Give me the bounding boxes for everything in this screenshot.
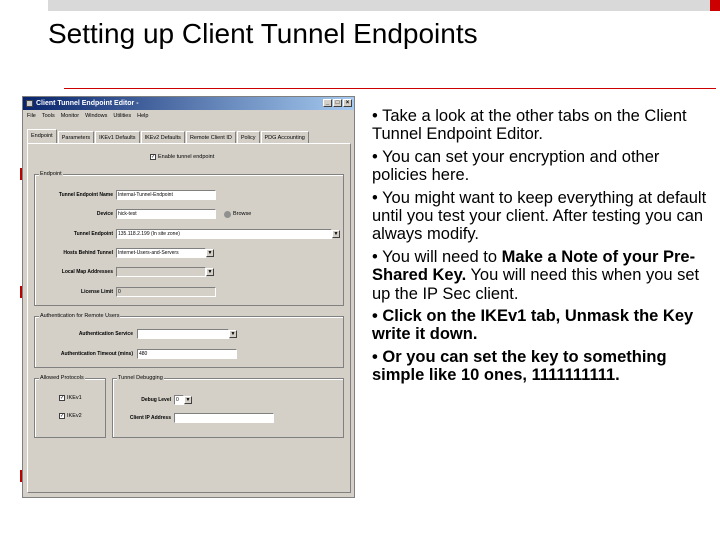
tunnel-endpoint-label: Tunnel Endpoint	[73, 231, 113, 237]
minimize-button[interactable]: _	[323, 99, 332, 107]
chevron-down-icon[interactable]: ▼	[207, 269, 213, 275]
client-ip-address-row	[113, 413, 274, 423]
tunnel-endpoint-select[interactable]: 135.118.2.199 (In site zone)	[116, 229, 332, 239]
chevron-down-icon[interactable]: ▼	[185, 397, 191, 403]
device-input[interactable]: hick-test	[116, 209, 216, 219]
authentication-service-select[interactable]	[137, 329, 229, 339]
license-limit-label: License Limit	[81, 289, 113, 295]
endpoint-tab-panel	[27, 143, 351, 493]
menu-help[interactable]: Help	[137, 112, 149, 119]
ikev1-label: IKEv1	[67, 395, 82, 401]
checkmark-icon: ✓	[60, 395, 65, 401]
menu-file[interactable]: File	[27, 112, 36, 119]
chevron-down-icon[interactable]: ▼	[230, 331, 236, 337]
client-ip-address-label: Client IP Address	[129, 415, 171, 421]
endpoint-group-label: Endpoint	[40, 171, 62, 177]
authentication-group-label: Authentication for Remote Users	[40, 313, 120, 319]
menu-windows[interactable]: Windows	[85, 112, 108, 119]
bullet-text: • You can set your encryption and other policies here.	[372, 147, 660, 185]
client-tunnel-endpoint-editor-window	[22, 96, 355, 498]
app-icon	[26, 100, 33, 107]
authentication-service-label: Authentication Service	[78, 331, 133, 337]
device-row	[35, 209, 251, 219]
debug-level-label: Debug Level	[141, 397, 171, 403]
bullet-item	[372, 348, 712, 385]
hosts-behind-tunnel-label: Hosts Behind Tunnel	[63, 250, 113, 256]
bullet-item	[372, 107, 712, 144]
top-accent-bar	[48, 0, 720, 11]
window-titlebar	[23, 97, 354, 110]
bullet-item	[372, 189, 712, 244]
debug-level-row	[113, 395, 192, 405]
tab-strip	[27, 131, 310, 143]
menu-bar	[23, 110, 354, 121]
slide-title: Setting up Client Tunnel Endpoints	[48, 18, 478, 49]
allowed-protocols-group	[34, 375, 106, 438]
bullet-text: You will need this when you set up the IP Sec client.	[372, 266, 700, 303]
device-label: Device	[96, 211, 113, 217]
tunnel-endpoint-name-label: Tunnel Endpoint Name	[58, 192, 113, 198]
browse-icon	[224, 211, 231, 218]
tab-ikev2-defaults[interactable]: IKEv2 Defaults	[141, 131, 185, 143]
hosts-behind-tunnel-select[interactable]: Internet-Users-and-Servers	[116, 248, 206, 258]
bullet-list	[372, 107, 712, 389]
local-map-addresses-row	[35, 267, 214, 277]
authentication-service-row	[35, 329, 237, 339]
local-map-addresses-label: Local Map Addresses	[61, 269, 113, 275]
checkmark-icon: ✓	[151, 154, 156, 160]
title-divider	[64, 88, 716, 89]
ikev1-checkbox[interactable]	[59, 395, 82, 401]
tunnel-debugging-label: Tunnel Debugging	[118, 375, 163, 381]
bullet-item	[372, 148, 712, 185]
tab-remote-client-id[interactable]: Remote Client ID	[186, 131, 236, 143]
enable-endpoint-checkbox[interactable]	[150, 154, 214, 160]
bullet-item	[372, 248, 712, 303]
authentication-group	[34, 313, 344, 368]
bullet-text: • You might want to keep everything at default until you test your client. After testing you can always modify.	[372, 188, 707, 244]
tab-ikev1-defaults[interactable]: IKEv1 Defaults	[95, 131, 139, 143]
license-limit-row	[35, 287, 216, 297]
close-button[interactable]: ×	[343, 99, 352, 107]
tab-pdg-accounting[interactable]: PDG Accounting	[261, 131, 309, 143]
menu-tools[interactable]: Tools	[41, 112, 55, 119]
tab-policy[interactable]: Policy	[237, 131, 260, 143]
authentication-timeout-input[interactable]: 480	[137, 349, 237, 359]
authentication-timeout-row	[35, 349, 237, 359]
bullet-text: • You will need to	[372, 247, 502, 266]
debug-level-select[interactable]: 0	[174, 395, 184, 405]
tunnel-endpoint-row	[35, 229, 340, 239]
local-map-addresses-select[interactable]	[116, 267, 206, 277]
bullet-text: • Take a look at the other tabs on the Client Tunnel Endpoint Editor.	[372, 107, 687, 144]
window-title: Client Tunnel Endpoint Editor -	[36, 100, 139, 107]
tunnel-debugging-group	[112, 375, 344, 438]
client-ip-address-input[interactable]	[174, 413, 274, 423]
ikev2-label: IKEv2	[67, 413, 82, 419]
checkmark-icon: ✓	[60, 413, 65, 419]
bullet-emphasis: • Click on the IKEv1 tab, Unmask the Key write it down.	[372, 307, 694, 344]
enable-endpoint-label: Enable tunnel endpoint	[158, 154, 215, 160]
tunnel-endpoint-name-input[interactable]: Internal-Tunnel-Endpoint	[116, 190, 216, 200]
endpoint-group	[34, 171, 344, 306]
tab-parameters[interactable]: Parameters	[58, 131, 94, 143]
hosts-behind-tunnel-row	[35, 248, 214, 258]
maximize-button[interactable]: □	[333, 99, 342, 107]
bullet-emphasis: Make a Note of your Pre-Shared Key.	[372, 247, 696, 285]
top-accent-red-block	[710, 0, 720, 11]
tunnel-endpoint-name-row	[35, 190, 216, 200]
menu-monitor[interactable]: Monitor	[60, 112, 80, 119]
menu-utilities[interactable]: Utilities	[113, 112, 132, 119]
authentication-timeout-label: Authentication Timeout (mins)	[60, 351, 133, 357]
chevron-down-icon[interactable]: ▼	[207, 250, 213, 256]
allowed-protocols-label: Allowed Protocols	[40, 375, 84, 381]
browse-button[interactable]	[224, 211, 251, 218]
browse-label: Browse	[233, 211, 252, 217]
ikev2-checkbox[interactable]	[59, 413, 82, 419]
chevron-down-icon[interactable]: ▼	[333, 231, 339, 237]
bullet-emphasis: • Or you can set the key to something simple like 10 ones, 1111111111.	[372, 347, 667, 385]
license-limit-input[interactable]: 0	[116, 287, 216, 297]
bullet-item	[372, 307, 712, 344]
tab-endpoint[interactable]: Endpoint	[27, 129, 57, 143]
